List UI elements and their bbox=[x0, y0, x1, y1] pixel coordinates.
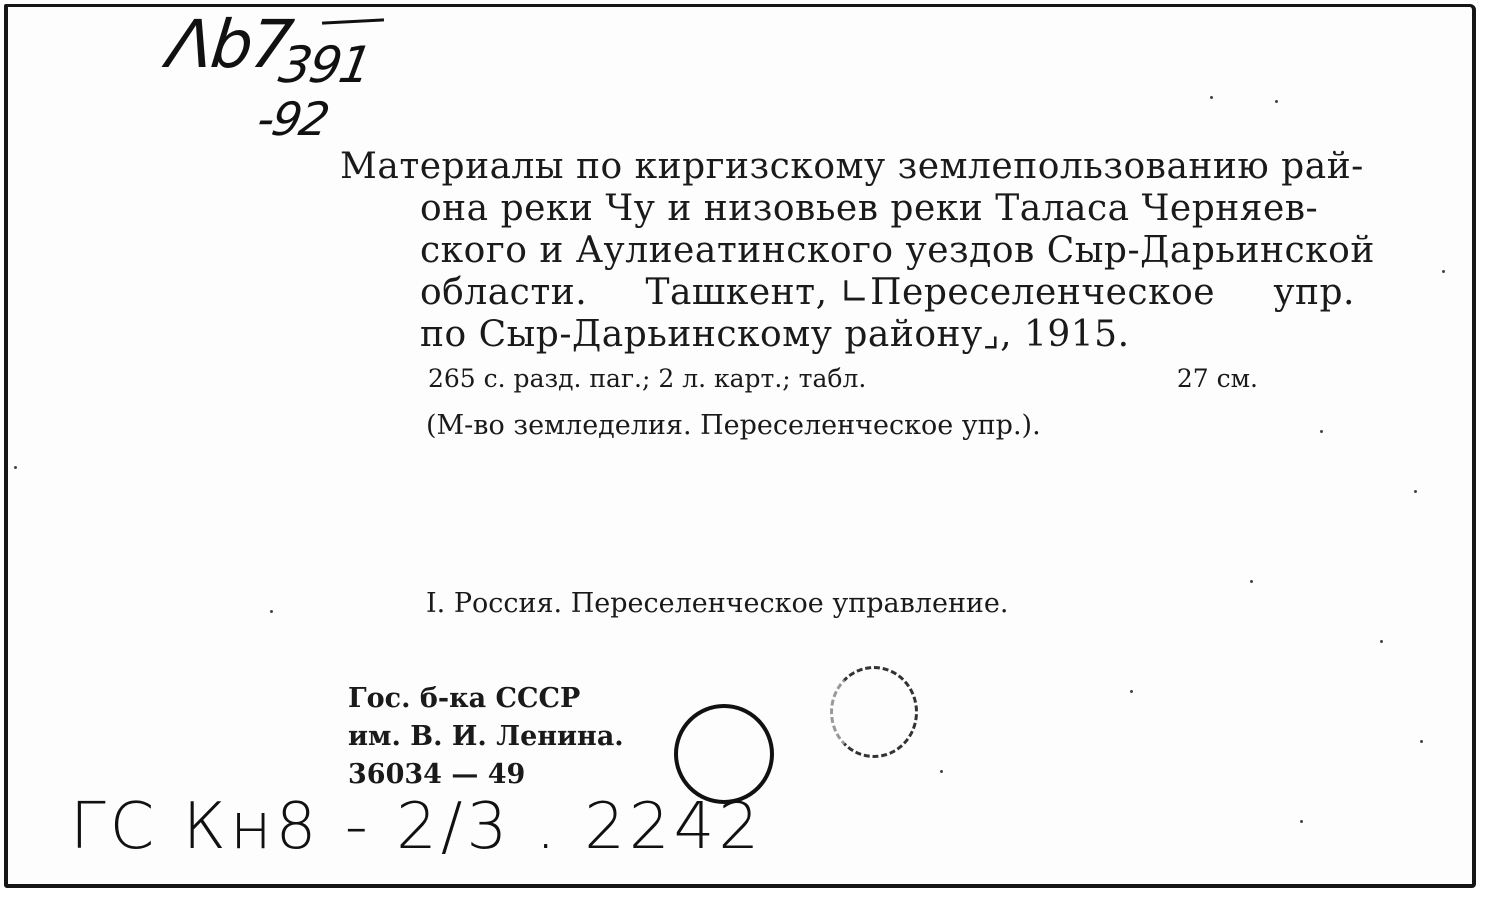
entry-line-1: Материалы по киргизскому землепользованию рай- bbox=[340, 146, 1364, 187]
shelf-mark-main: Λb7 bbox=[163, 6, 296, 83]
collation-line bbox=[428, 364, 1258, 393]
scan-speck bbox=[1420, 740, 1423, 743]
scan-speck bbox=[1130, 690, 1133, 693]
scan-speck bbox=[1414, 490, 1417, 493]
scan-speck bbox=[1320, 430, 1323, 433]
entry-line-2: она реки Чу и низовьев реки Таласа Черняев- bbox=[420, 188, 1319, 229]
imprint-line-1: Гос. б-ка СССР bbox=[348, 683, 581, 714]
tracing-entry: I. Россия. Переселенческое управление. bbox=[426, 588, 1009, 619]
entry-area-label: области. bbox=[420, 272, 588, 313]
entry-line-5: по Сыр-Дарьинскому району⌟, 1915. bbox=[420, 314, 1130, 355]
imprint-line-3: 36034 — 49 bbox=[348, 759, 526, 790]
scan-speck bbox=[270, 610, 273, 613]
entry-line-4-row bbox=[420, 272, 1355, 314]
faint-circle-mark bbox=[830, 666, 918, 758]
scan-speck bbox=[1210, 96, 1213, 99]
punch-hole-circle bbox=[674, 704, 774, 804]
bibliographic-entry bbox=[340, 146, 1380, 356]
scan-speck bbox=[1300, 820, 1303, 823]
scan-speck bbox=[1275, 100, 1278, 103]
scan-speck bbox=[1380, 640, 1383, 643]
series-note: (М-во земледелия. Переселенческое упр.). bbox=[426, 410, 1041, 441]
scan-speck bbox=[940, 770, 943, 773]
entry-publisher-abbrev: упр. bbox=[1273, 272, 1355, 313]
library-imprint bbox=[348, 680, 624, 794]
accession-number: ГС Кн8 - 2/3 . 2242 bbox=[70, 790, 764, 864]
entry-publisher: Ташкент, ∟Переселенческое bbox=[645, 272, 1216, 313]
scan-speck bbox=[1442, 270, 1445, 273]
collation-size: 27 см. bbox=[1176, 364, 1258, 393]
scan-speck bbox=[1250, 580, 1253, 583]
imprint-line-2: им. В. И. Ленина. bbox=[348, 721, 624, 752]
collation-pages: 265 с. разд. паг.; 2 л. карт.; табл. bbox=[428, 364, 867, 393]
shelf-mark-sub: -92 bbox=[253, 92, 332, 146]
scan-speck bbox=[14, 466, 17, 469]
entry-line-3: ского и Аулиеатинского уездов Сыр-Дарьинской bbox=[420, 230, 1375, 271]
shelf-mark-numerator: 391 bbox=[274, 36, 375, 94]
entry-line-4 bbox=[340, 272, 1380, 314]
